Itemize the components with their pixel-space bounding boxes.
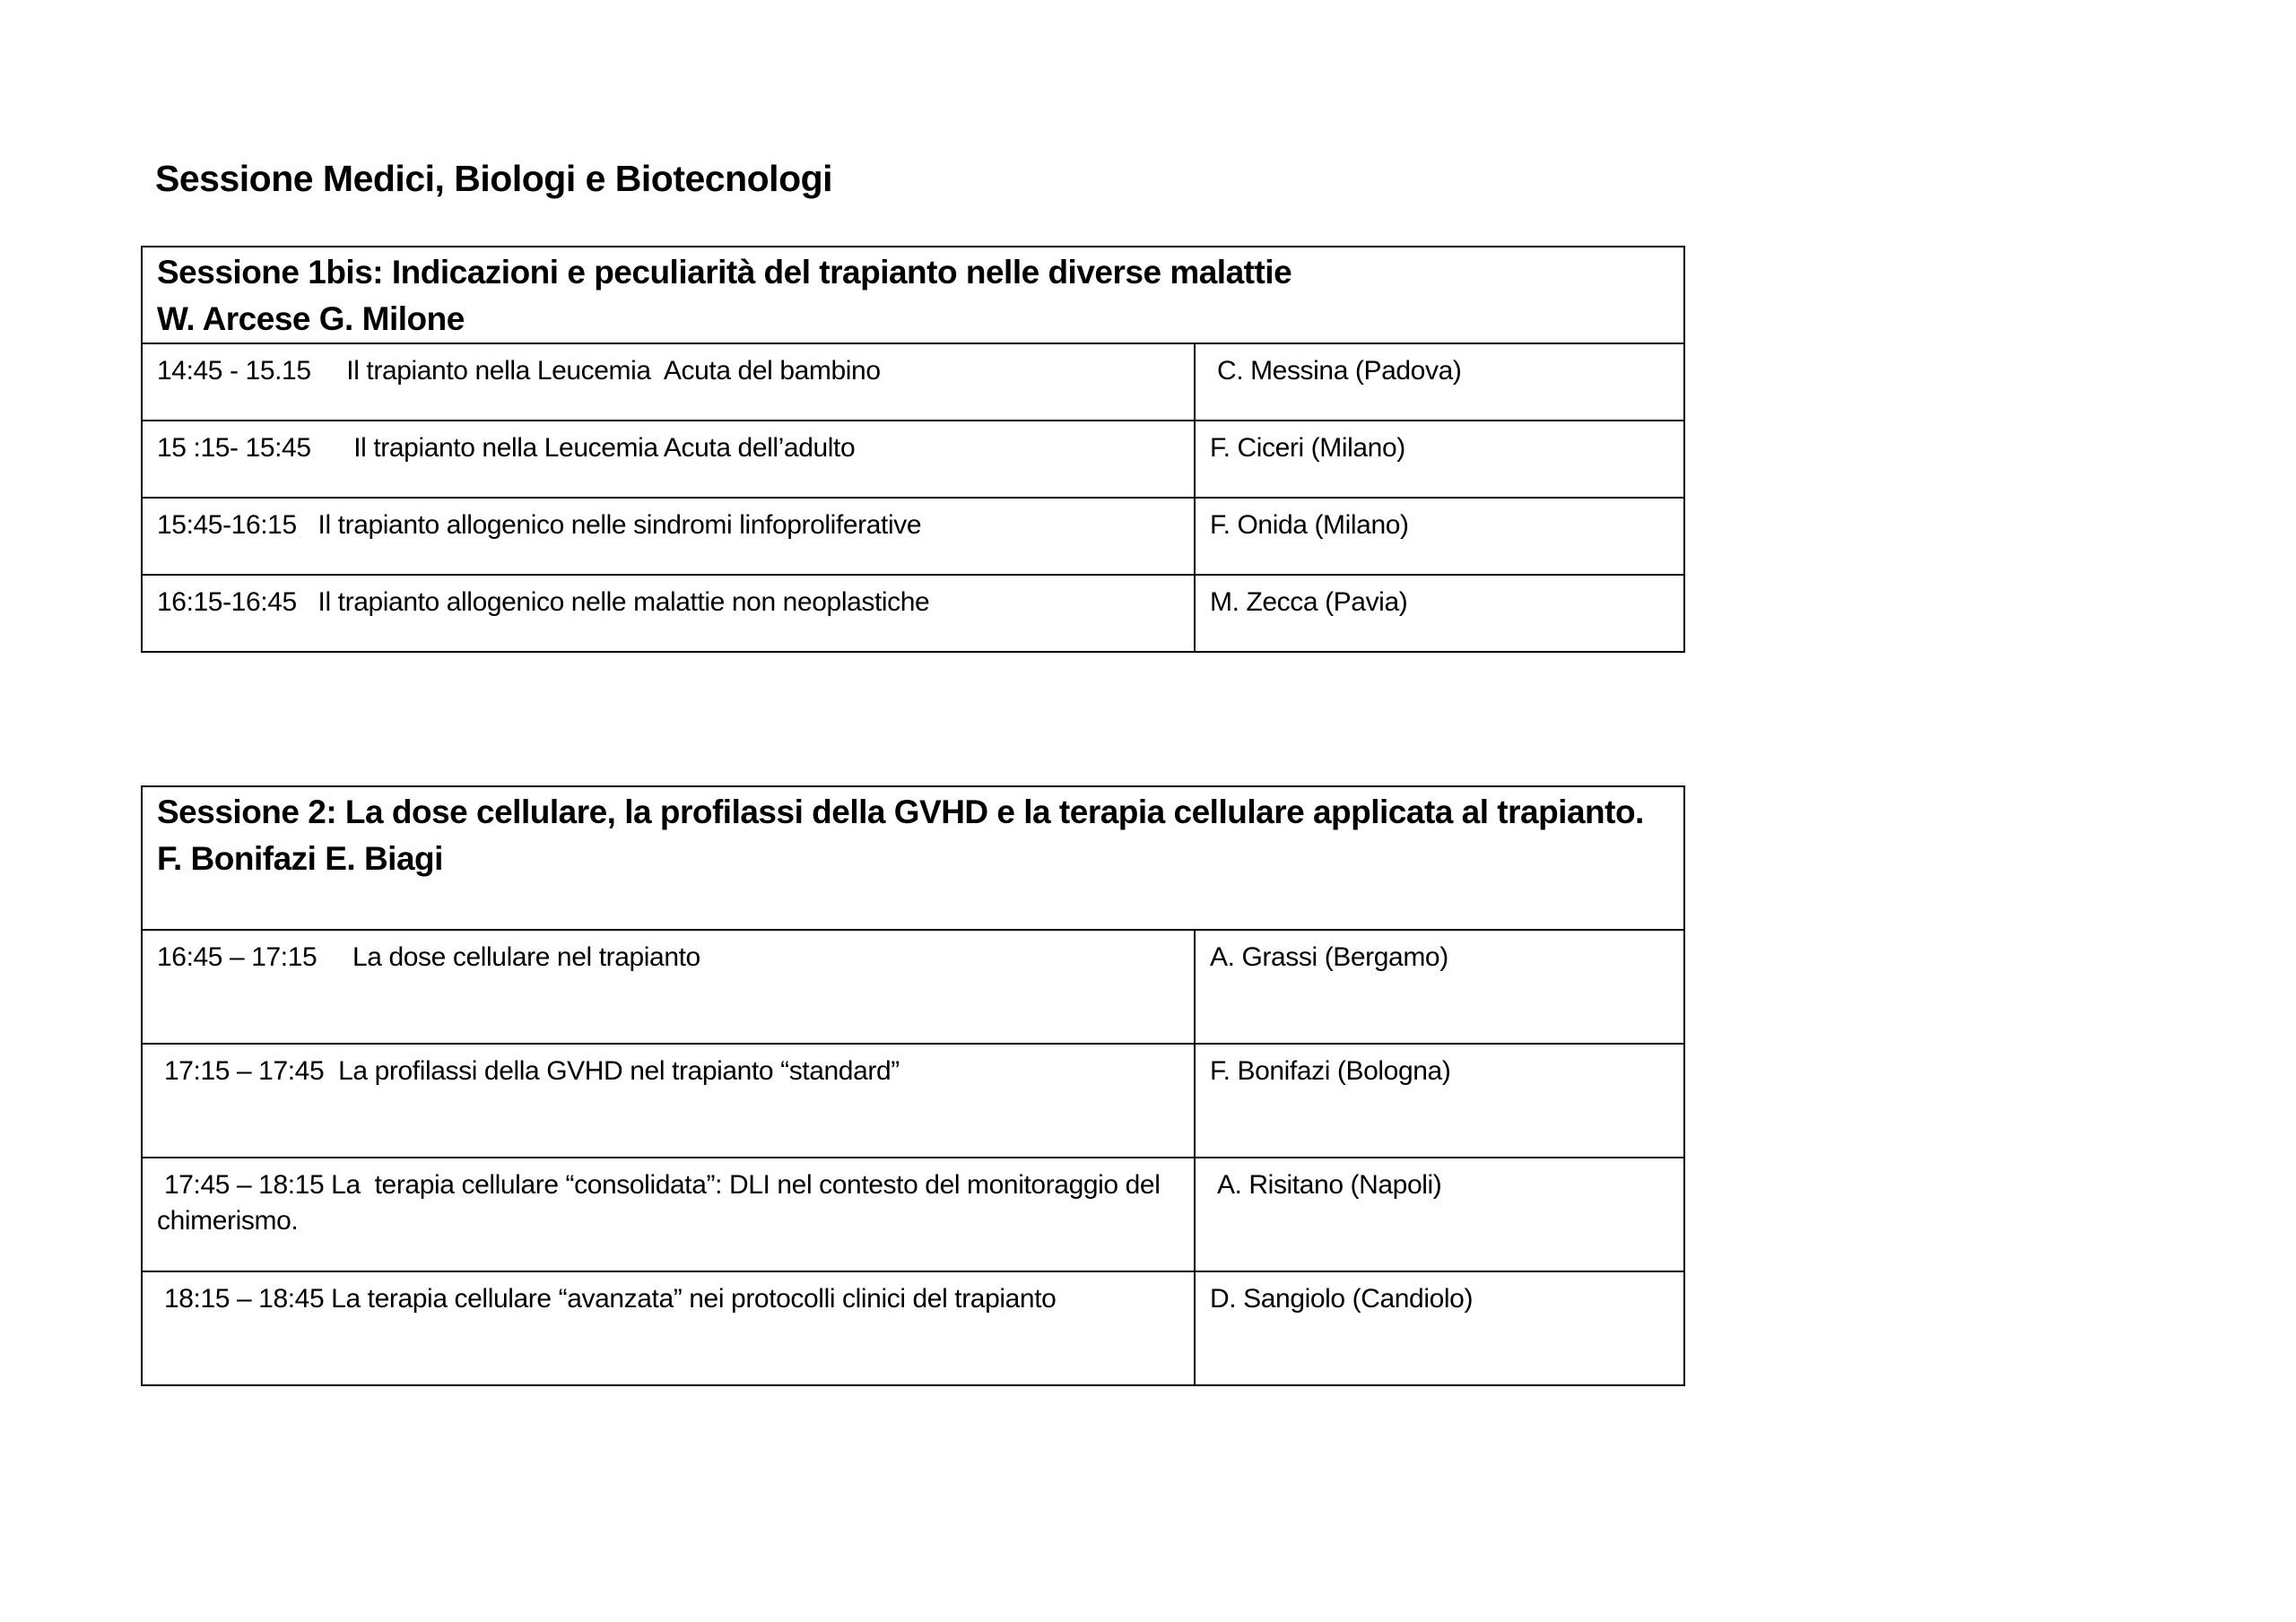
session-header	[142, 786, 1684, 930]
speaker-cell: A. Risitano (Napoli)	[1195, 1158, 1684, 1271]
session-title: Sessione 1bis: Indicazioni e peculiarità del trapianto nelle diverse malattie	[157, 254, 1292, 291]
talk-cell: 16:15-16:45 Il trapianto allogenico nelle malattie non neoplastiche	[142, 575, 1195, 652]
talk-cell: 15:45-16:15 Il trapianto allogenico nelle sindromi linfoproliferative	[142, 498, 1195, 575]
talk-cell: 18:15 – 18:45 La terapia cellulare “avanzata” nei protocolli clinici del trapianto	[142, 1271, 1195, 1385]
session-chairs: W. Arcese G. Milone	[157, 300, 465, 337]
speaker-cell: C. Messina (Padova)	[1195, 343, 1684, 421]
speaker-cell: D. Sangiolo (Candiolo)	[1195, 1271, 1684, 1385]
session-chairs: F. Bonifazi E. Biagi	[157, 840, 443, 877]
speaker-cell: A. Grassi (Bergamo)	[1195, 930, 1684, 1044]
speaker-cell: M. Zecca (Pavia)	[1195, 575, 1684, 652]
session-header-row	[142, 247, 1684, 343]
speaker-cell: F. Bonifazi (Bologna)	[1195, 1044, 1684, 1158]
talk-cell: 17:15 – 17:45 La profilassi della GVHD nel trapianto “standard”	[142, 1044, 1195, 1158]
table-row	[142, 1158, 1684, 1271]
table-row	[142, 343, 1684, 421]
talk-cell: 14:45 - 15.15 Il trapianto nella Leucemia Acuta del bambino	[142, 343, 1195, 421]
talk-cell: 16:45 – 17:15 La dose cellulare nel trapianto	[142, 930, 1195, 1044]
speaker-cell: F. Onida (Milano)	[1195, 498, 1684, 575]
table-row	[142, 1044, 1684, 1158]
session-title: Sessione 2: La dose cellulare, la profilassi della GVHD e la terapia cellulare applicata al trapianto.	[157, 794, 1644, 830]
session-table-2	[141, 785, 1685, 1386]
table-row	[142, 930, 1684, 1044]
talk-cell: 15 :15- 15:45 Il trapianto nella Leucemia Acuta dell’adulto	[142, 421, 1195, 498]
talk-cell: 17:45 – 18:15 La terapia cellulare “consolidata”: DLI nel contesto del monitoraggio del chimerismo.	[142, 1158, 1195, 1271]
session-header	[142, 247, 1684, 343]
table-row	[142, 575, 1684, 652]
page-heading: Sessione Medici, Biologi e Biotecnologi	[155, 158, 833, 199]
table-row	[142, 498, 1684, 575]
table-row	[142, 1271, 1684, 1385]
table-row	[142, 421, 1684, 498]
speaker-cell: F. Ciceri (Milano)	[1195, 421, 1684, 498]
session-table-1bis	[141, 246, 1685, 653]
session-header-row	[142, 786, 1684, 930]
